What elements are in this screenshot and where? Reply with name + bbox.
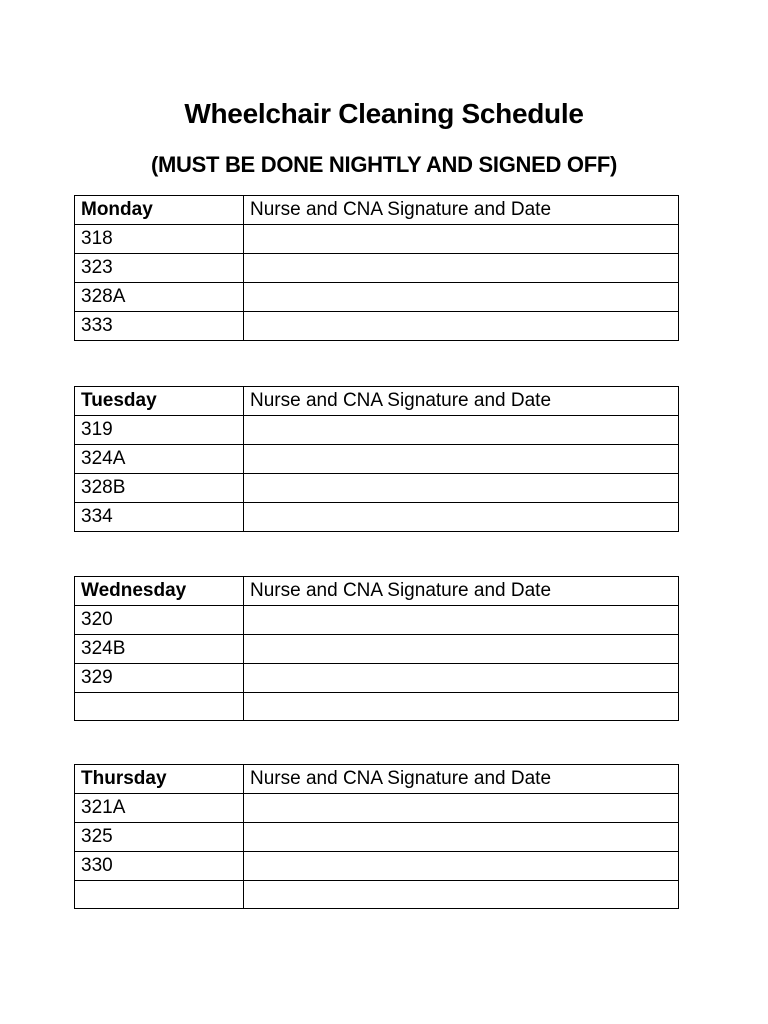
room-number: 319 xyxy=(75,416,244,445)
tuesday-schedule-table xyxy=(74,386,679,532)
signature-cell[interactable] xyxy=(244,225,679,254)
room-number xyxy=(75,881,244,909)
signature-header: Nurse and CNA Signature and Date xyxy=(244,196,679,225)
signature-cell[interactable] xyxy=(244,794,679,823)
signature-cell[interactable] xyxy=(244,881,679,909)
signature-cell[interactable] xyxy=(244,283,679,312)
signature-cell[interactable] xyxy=(244,503,679,532)
table-row xyxy=(75,852,679,881)
signature-cell[interactable] xyxy=(244,312,679,341)
day-name: Tuesday xyxy=(75,387,244,416)
day-name: Monday xyxy=(75,196,244,225)
signature-cell[interactable] xyxy=(244,606,679,635)
signature-cell[interactable] xyxy=(244,635,679,664)
signature-cell[interactable] xyxy=(244,823,679,852)
thursday-schedule-table xyxy=(74,764,679,909)
room-number: 329 xyxy=(75,664,244,693)
room-number: 323 xyxy=(75,254,244,283)
day-name: Thursday xyxy=(75,765,244,794)
table-row xyxy=(75,225,679,254)
table-row xyxy=(75,445,679,474)
table-row xyxy=(75,823,679,852)
room-number: 328A xyxy=(75,283,244,312)
room-number: 318 xyxy=(75,225,244,254)
table-row xyxy=(75,635,679,664)
table-row xyxy=(75,794,679,823)
table-row xyxy=(75,693,679,721)
table-header-row xyxy=(75,196,679,225)
signature-cell[interactable] xyxy=(244,852,679,881)
table-row xyxy=(75,474,679,503)
signature-cell[interactable] xyxy=(244,416,679,445)
table-header-row xyxy=(75,387,679,416)
signature-cell[interactable] xyxy=(244,474,679,503)
signature-cell[interactable] xyxy=(244,254,679,283)
room-number: 321A xyxy=(75,794,244,823)
table-row xyxy=(75,283,679,312)
room-number: 330 xyxy=(75,852,244,881)
table-row xyxy=(75,664,679,693)
signature-header: Nurse and CNA Signature and Date xyxy=(244,765,679,794)
signature-cell[interactable] xyxy=(244,693,679,721)
document-title: Wheelchair Cleaning Schedule xyxy=(184,98,584,129)
table-row xyxy=(75,881,679,909)
table-row xyxy=(75,312,679,341)
room-number: 334 xyxy=(75,503,244,532)
table-header-row xyxy=(75,765,679,794)
wednesday-schedule-table xyxy=(74,576,679,721)
room-number: 328B xyxy=(75,474,244,503)
signature-cell[interactable] xyxy=(244,445,679,474)
table-row xyxy=(75,606,679,635)
signature-header: Nurse and CNA Signature and Date xyxy=(244,387,679,416)
room-number: 320 xyxy=(75,606,244,635)
table-row xyxy=(75,254,679,283)
signature-cell[interactable] xyxy=(244,664,679,693)
table-row xyxy=(75,416,679,445)
room-number: 333 xyxy=(75,312,244,341)
room-number: 324A xyxy=(75,445,244,474)
room-number xyxy=(75,693,244,721)
room-number: 324B xyxy=(75,635,244,664)
monday-schedule-table xyxy=(74,195,679,341)
day-name: Wednesday xyxy=(75,577,244,606)
table-header-row xyxy=(75,577,679,606)
signature-header: Nurse and CNA Signature and Date xyxy=(244,577,679,606)
room-number: 325 xyxy=(75,823,244,852)
document-subtitle: (MUST BE DONE NIGHTLY AND SIGNED OFF) xyxy=(151,152,617,177)
table-row xyxy=(75,503,679,532)
